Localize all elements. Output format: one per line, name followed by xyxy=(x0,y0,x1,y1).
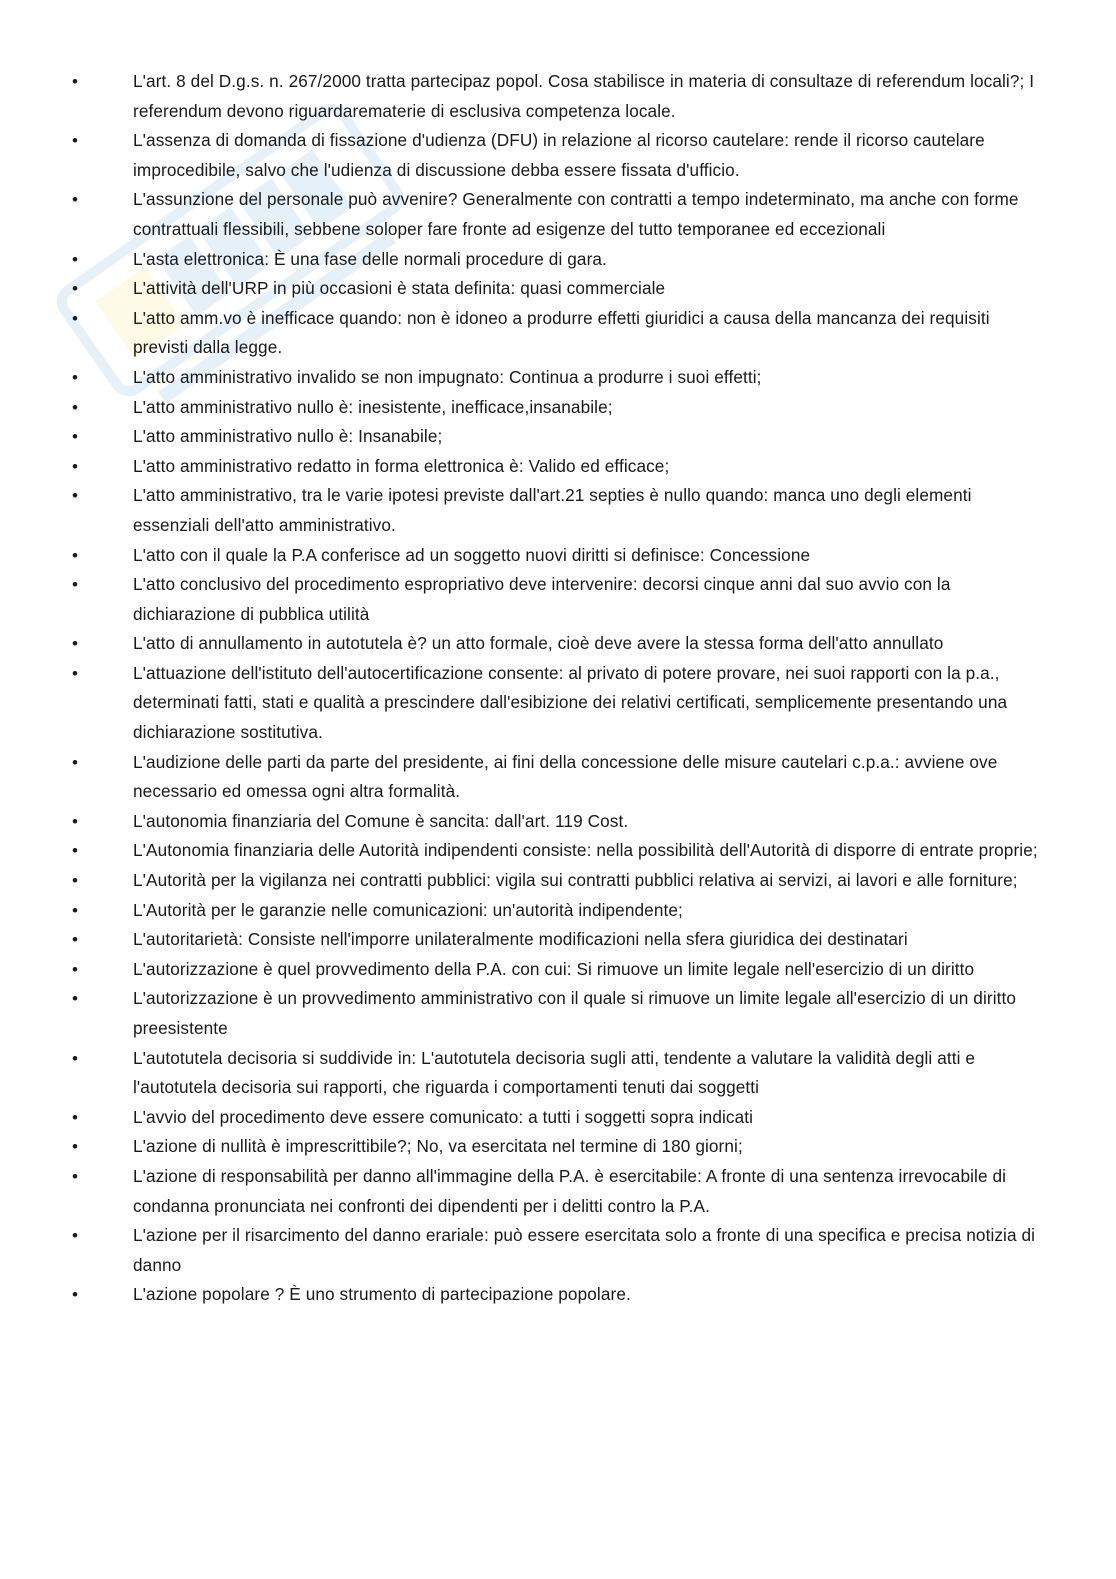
bullet-icon: • xyxy=(71,308,79,328)
list-item-text: L'Autorità per la vigilanza nei contratti pubblici: vigila sui contratti pubblici relativa ai servizi, ai lavori e alle forniture; xyxy=(133,870,1018,891)
list-item xyxy=(0,1103,1116,1133)
list-item xyxy=(0,1280,1116,1310)
bullet-icon: • xyxy=(71,1048,79,1068)
bullet-icon: • xyxy=(71,427,79,447)
bullet-icon: • xyxy=(71,959,79,979)
bullet-icon: • xyxy=(71,871,79,891)
list-item-text: L'atto con il quale la P.A conferisce ad un soggetto nuovi diritti si definisce: Concessione xyxy=(133,544,811,565)
list-item-text: L'avvio del procedimento deve essere comunicato: a tutti i soggetti sopra indicati xyxy=(133,1106,754,1127)
list-item xyxy=(0,1044,1116,1103)
list-item xyxy=(0,393,1116,423)
bullet-icon: • xyxy=(71,545,79,565)
list-item xyxy=(0,1162,1116,1221)
list-item xyxy=(0,185,1116,244)
list-item xyxy=(0,126,1116,185)
bullet-icon: • xyxy=(71,841,79,861)
list-item xyxy=(0,955,1116,985)
list-item-text: L'azione popolare ? È uno strumento di partecipazione popolare. xyxy=(133,1284,631,1305)
list-item xyxy=(0,659,1116,748)
list-item xyxy=(0,422,1116,452)
list-item xyxy=(0,984,1116,1043)
list-item xyxy=(0,541,1116,571)
bullet-icon: • xyxy=(71,752,79,772)
list-item-text: L'autoritarietà: Consiste nell'imporre unilateralmente modificazioni nella sfera giuridica dei destinatari xyxy=(133,929,908,950)
bullet-icon: • xyxy=(71,279,79,299)
list-item xyxy=(0,925,1116,955)
bullet-icon: • xyxy=(71,575,79,595)
list-item-text: L'Autonomia finanziaria delle Autorità indipendenti consiste: nella possibilità dell'Autorità di disporre di entrate proprie; xyxy=(133,840,1038,861)
bullet-icon: • xyxy=(71,249,79,269)
list-item xyxy=(0,629,1116,659)
list-item xyxy=(0,570,1116,629)
bullet-icon: • xyxy=(71,190,79,210)
list-item-text: L'audizione delle parti da parte del presidente, ai fini della concessione delle misure cautelari c.p.a.: avviene ove necessario ed omessa ogni altra formalità. xyxy=(133,751,998,802)
list-item-text: L'autonomia finanziaria del Comune è sancita: dall'art. 119 Cost. xyxy=(133,810,629,831)
list-item-text: L'atto amm.vo è inefficace quando: non è idoneo a produrre effetti giuridici a causa della mancanza dei requisiti previsti dalla legge. xyxy=(133,307,990,358)
list-item xyxy=(0,836,1116,866)
list-item-text: L'autorizzazione è un provvedimento amministrativo con il quale si rimuove un limite legale all'esercizio di un diritto preesistente xyxy=(133,988,1017,1038)
bullet-icon: • xyxy=(71,900,79,920)
list-item-text: L'atto di annullamento in autotutela è? un atto formale, cioè deve avere la stessa forma dell'atto annullato xyxy=(133,633,944,654)
bullet-icon: • xyxy=(71,456,79,476)
list-item xyxy=(0,866,1116,896)
list-item xyxy=(0,67,1116,126)
list-item-text: L'atto conclusivo del procedimento espropriativo deve intervenire: decorsi cinque anni dal suo avvio con la dichiarazione di pubblica utilità xyxy=(133,574,951,624)
bullet-icon: • xyxy=(71,989,79,1009)
list-item-text: L'atto amministrativo nullo è: inesistente, inefficace,insanabile; xyxy=(133,396,613,417)
list-item xyxy=(0,481,1116,540)
bullet-icon: • xyxy=(71,1226,79,1246)
bullet-icon: • xyxy=(71,634,79,654)
list-item xyxy=(0,807,1116,837)
list-item xyxy=(0,1221,1116,1280)
list-item-text: L'atto amministrativo nullo è: Insanabile; xyxy=(133,426,443,447)
list-item-text: L'azione per il risarcimento del danno erariale: può essere esercitata solo a fronte di una specifica e precisa notizia di danno xyxy=(133,1225,1036,1275)
list-item xyxy=(0,274,1116,304)
bullet-icon: • xyxy=(71,1166,79,1186)
list-item-text: L'atto amministrativo redatto in forma elettronica è: Valido ed efficace; xyxy=(133,455,670,476)
bullet-icon: • xyxy=(71,930,79,950)
bullet-list xyxy=(0,67,1116,1310)
bullet-icon: • xyxy=(71,131,79,151)
list-item-text: L'Autorità per le garanzie nelle comunicazioni: un'autorità indipendente; xyxy=(133,899,683,920)
bullet-icon: • xyxy=(71,397,79,417)
list-item-text: L'azione di responsabilità per danno all'immagine della P.A. è esercitabile: A fronte di una sentenza irrevocabile di condanna pronunciata nei confronti dei dipendenti per i delitti contro la P.A. xyxy=(133,1165,1007,1216)
list-item xyxy=(0,304,1116,363)
list-item-text: L'asta elettronica: È una fase delle normali procedure di gara. xyxy=(133,248,607,269)
bullet-icon: • xyxy=(71,663,79,683)
bullet-icon: • xyxy=(71,811,79,831)
list-item-text: L'atto amministrativo invalido se non impugnato: Continua a produrre i suoi effetti; xyxy=(133,366,762,387)
document-page xyxy=(0,67,1116,1310)
list-item-text: L'art. 8 del D.g.s. n. 267/2000 tratta partecipaz popol. Cosa stabilisce in materia di consultaze di referendum locali?; I referendum devono riguardarematerie di esclusiva competenza locale. xyxy=(133,71,1035,121)
list-item-text: L'assenza di domanda di fissazione d'udienza (DFU) in relazione al ricorso cautelare: rende il ricorso cautelare improcedibile, salvo che l'udienza di discussione debba essere fissata d'ufficio. xyxy=(133,130,985,180)
list-item-text: L'assunzione del personale può avvenire? Generalmente con contratti a tempo indeterminato, ma anche con forme contrattuali flessibili, sebbene soloper fare fronte ad esigenze del tutto temporanee ed eccezionali xyxy=(133,189,1019,239)
bullet-icon: • xyxy=(71,1137,79,1157)
list-item-text: L'azione di nullità è imprescrittibile?; No, va esercitata nel termine di 180 giorni; xyxy=(133,1136,743,1157)
list-item-text: L'attività dell'URP in più occasioni è stata definita: quasi commerciale xyxy=(133,278,666,299)
list-item xyxy=(0,748,1116,807)
bullet-icon: • xyxy=(71,367,79,387)
list-item xyxy=(0,1132,1116,1162)
list-item-text: L'atto amministrativo, tra le varie ipotesi previste dall'art.21 septies è nullo quando: manca uno degli elementi essenziali dell'atto amministrativo. xyxy=(133,485,972,535)
list-item-text: L'autorizzazione è quel provvedimento della P.A. con cui: Si rimuove un limite legale nell'esercizio di un diritto xyxy=(133,958,975,979)
list-item-text: L'autotutela decisoria si suddivide in: L'autotutela decisoria sugli atti, tendente a valutare la validità degli atti e l'autotutela decisoria sui rapporti, che riguarda i comportamenti tenuti dai soggetti xyxy=(133,1047,976,1098)
list-item xyxy=(0,363,1116,393)
list-item xyxy=(0,245,1116,275)
bullet-icon: • xyxy=(71,486,79,506)
bullet-icon: • xyxy=(71,1107,79,1127)
list-item xyxy=(0,452,1116,482)
bullet-icon: • xyxy=(71,72,79,91)
bullet-icon: • xyxy=(71,1285,79,1305)
list-item xyxy=(0,896,1116,926)
list-item-text: L'attuazione dell'istituto dell'autocertificazione consente: al privato di potere provare, nei suoi rapporti con la p.a., determinati fatti, stati e qualità a prescindere dall'esibizione dei relativi certificati, semplicemente presentando una dichiarazione sostitutiva. xyxy=(133,662,1008,743)
